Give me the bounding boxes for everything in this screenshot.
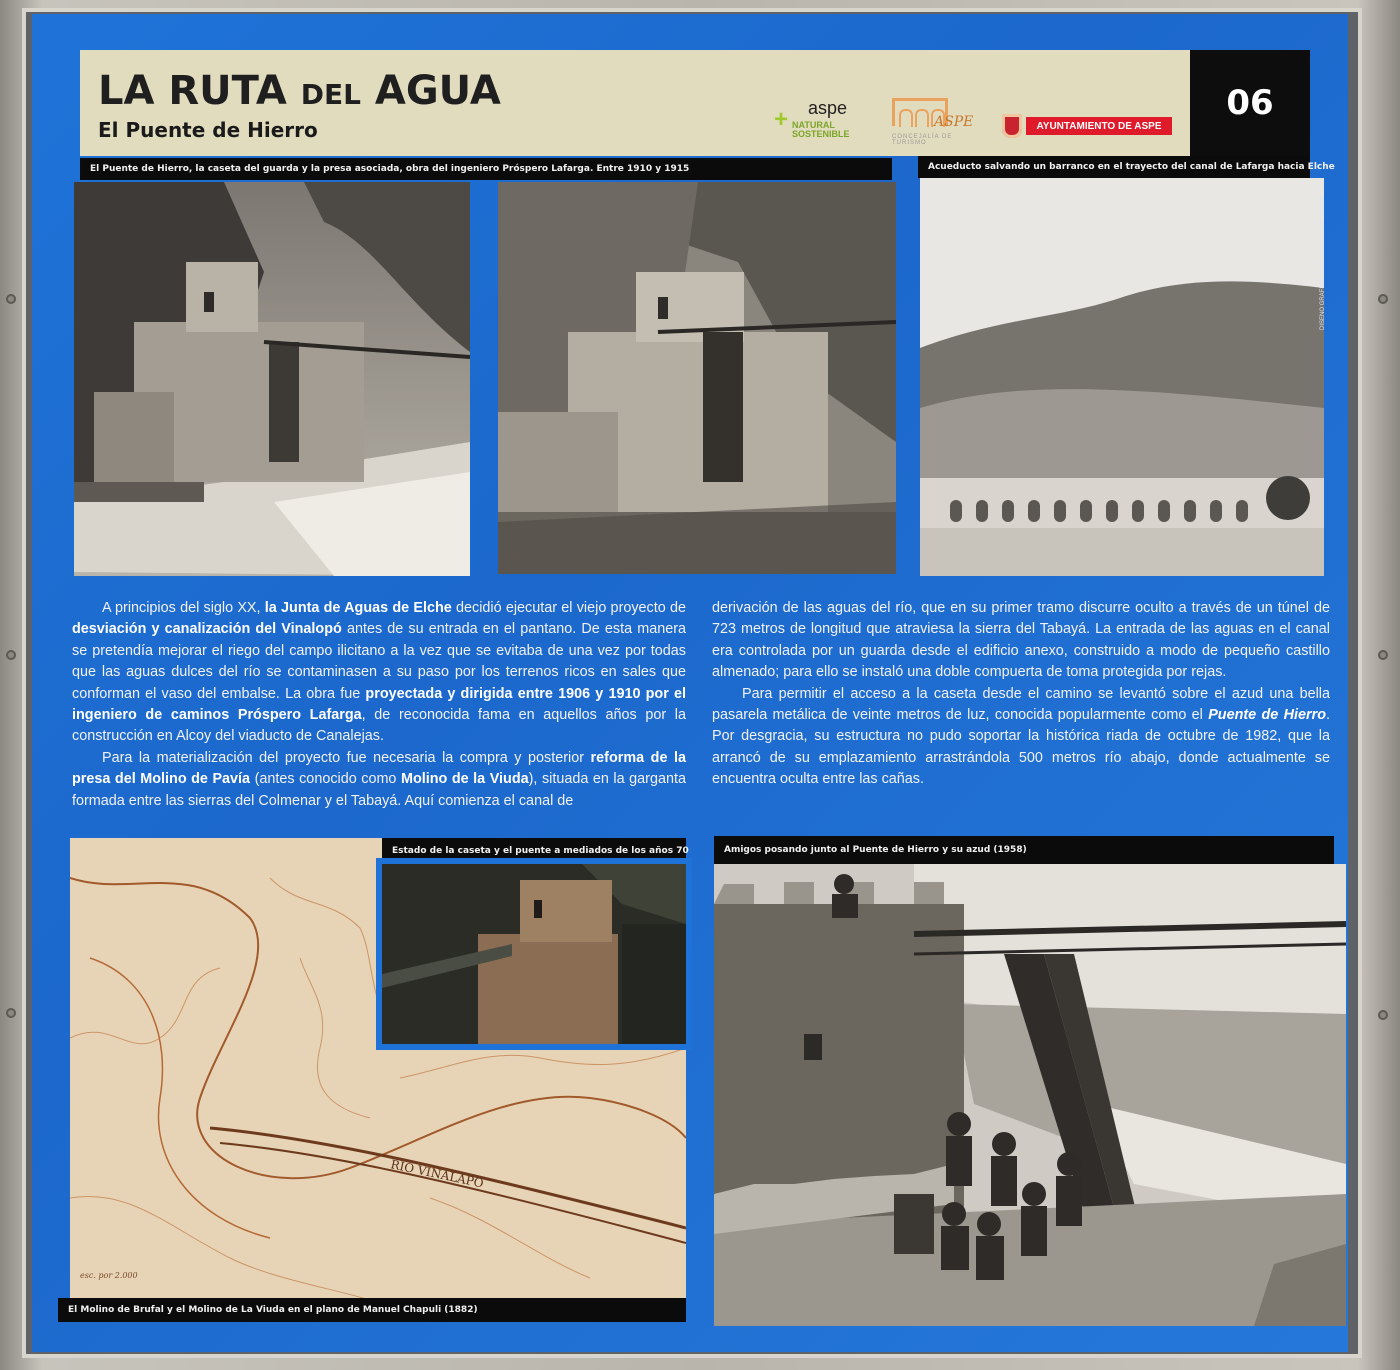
photo-dam-castle-1 [74, 182, 470, 576]
paragraph: Para la materialización del proyecto fue necesaria la compra y posterior reforma de la presa del Molino de Pavía (antes conocido como Molino de la Viuda), situada en la garganta formada entre las sierras del Colmenar y el Tabayá. Aquí comienza el canal de [72, 749, 686, 809]
photo-caseta-70s [382, 864, 686, 1044]
body-text-right [712, 598, 1330, 791]
panel-subtitle: El Puente de Hierro [98, 118, 318, 142]
design-credit: DISEÑO GRÁFICO: Cuvas Comunicación Gráfica [1320, 196, 1326, 330]
ayuntamiento-logo: AYUNTAMIENTO DE ASPE [1002, 114, 1172, 138]
photo-aqueduct [920, 178, 1324, 576]
screw [6, 650, 16, 660]
plus-icon: + [774, 106, 789, 133]
caption-mid-inset: Estado de la caseta y el puente a mediados de los años 70 [382, 838, 686, 864]
stop-number: 06 [1190, 50, 1310, 156]
header-banner [80, 50, 1190, 156]
screw [1378, 1010, 1388, 1020]
body-text-left [72, 598, 686, 812]
screw [6, 294, 16, 304]
paragraph: Para permitir el acceso a la caseta desde el camino se levantó sobre el azud una bella pasarela metálica de veinte metros de luz, conocida popularmente como el Puente de Hierro. Por desgracia, su estructura no pudo soportar la histórica riada de octubre de 1982, que la arrancó de su emplazamiento arrastrándola 500 metros río abajo, donde actualmente se encuentra oculta entre las cañas. [712, 685, 1330, 788]
caption-bottom-right: Amigos posando junto al Puente de Hierro y su azud (1958) [714, 836, 1334, 864]
panel-title: LA RUTA DEL AGUA [98, 68, 501, 114]
photo-dam-castle-2 [498, 182, 896, 574]
screw [1378, 294, 1388, 304]
paragraph: A principios del siglo XX, la Junta de Aguas de Elche decidió ejecutar el viejo proyecto de desviación y canalización del Vinalopó antes de su entrada en el pantano. De esta manera se pretendía mejorar el riego del campo ilicitano a la vez que se evitaba de una vez por todas que las aguas dulces del río se contaminasen a su paso por los terrenos ricos en sales que conforman el vaso del embalse. La obra fue proyectada y dirigida entre 1906 y 1910 por el ingeniero de caminos Próspero Lafarga, de reconocida fama en aquellos años por la construcción en Alcoy del viaducto de Canalejas. [72, 600, 687, 745]
screw [6, 1008, 16, 1018]
caption-top-left: El Puente de Hierro, la caseta del guarda y la presa asociada, obra del ingeniero Próspero Lafarga. Entre 1910 y 1915 [80, 158, 892, 180]
photo-friends-1958 [714, 864, 1346, 1326]
aspe-natural-logo: + aspe NATURAL SOSTENIBLE [774, 98, 850, 139]
aspe-turismo-logo: ASPE CONCEJALÍA DE TURISMO [892, 98, 978, 144]
river-label: RIO VINALAPO [389, 1157, 485, 1191]
caption-bottom-left: El Molino de Brufal y el Molino de La Viuda en el plano de Manuel Chapuli (1882) [58, 1298, 686, 1322]
shield-icon [1002, 114, 1022, 138]
screw [1378, 650, 1388, 660]
caption-top-right: Acueducto salvando un barranco en el trayecto del canal de Lafarga hacia Elche [918, 156, 1310, 178]
map-scale-label: esc. por 2.000 [80, 1271, 138, 1280]
paragraph: derivación de las aguas del río, que en su primer tramo discurre oculto a través de un túnel de 723 metros de longitud que atraviesa la sierra del Tabayá. La entrada de las aguas en el canal era controlada por un guarda desde el edificio anexo, construido a modo de pequeño castillo almenado; para ello se instaló una doble compuerta de toma protegida por rejas. [712, 600, 1330, 681]
